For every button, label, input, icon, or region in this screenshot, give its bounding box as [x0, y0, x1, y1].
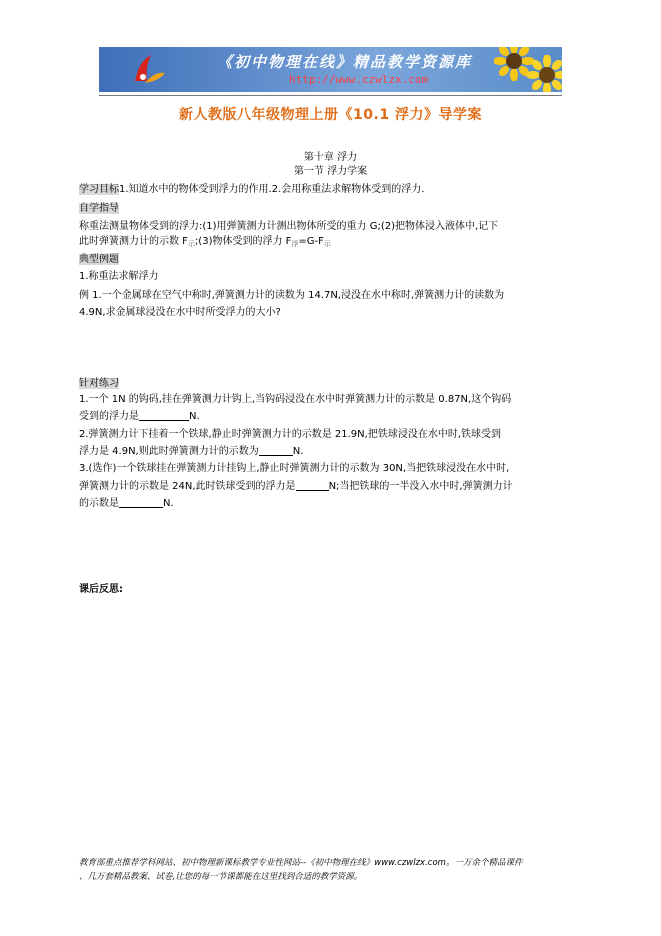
answer-blank[interactable] [119, 497, 163, 508]
example-line-1: 例 1.一个金属球在空气中称时,弹簧测力计的读数为 14.7N,浸没在水中称时,弹簧测力计的读数为 [79, 290, 505, 301]
document-title: 新人教版八年级物理上册《10.1 浮力》导学案 [179, 107, 482, 123]
practice-1-line-2: 受到的浮力是 N. [79, 411, 200, 422]
goal-text: 1.知道水中的物体受到浮力的作用.2.会用称重法求解物体受到的浮力. [119, 184, 425, 195]
goal-label: 学习目标 [79, 184, 119, 195]
sunflower-icon [527, 55, 562, 92]
section-heading: 第一节 浮力学案 [293, 166, 368, 177]
examples-label: 典型例题 [79, 254, 119, 265]
practice-2-line-1: 2.弹簧测力计下挂着一个铁球,静止时弹簧测力计的示数是 21.9N,把铁球浸没在水中时,铁球受到 [79, 429, 502, 440]
practice-2-line-2: 浮力是 4.9N,则此时弹簧测力计的示数为 N. [79, 446, 304, 457]
header-banner [99, 47, 562, 92]
guide-line-2: 此时弹簧测力计的示数 $F_示;(3)$物体受到的浮力 $F_浮=G-F_示$ [79, 236, 331, 248]
practice-3-line-3: 的示数是 N. [79, 498, 174, 509]
guide-label: 自学指导 [79, 203, 119, 214]
practice-3-line-2: 弹簧测力计的示数是 24N,此时铁球受到的浮力是 N;当把铁球的一半没入水中时,弹簧测力计 [79, 481, 513, 492]
guide-line-1: 称重法测量物体受到的浮力:(1)用弹簧测力计测出物体所受的重力 G;(2)把物体浸入液体中,记下 [79, 221, 499, 232]
reflection-heading: 课后反思: [79, 584, 123, 595]
answer-blank[interactable] [296, 480, 329, 491]
banner-url[interactable]: http://www.czwlzx.com [289, 73, 429, 86]
method-heading: 1.称重法求解浮力 [79, 271, 159, 282]
banner-title: 《初中物理在线》精品教学资源库 [217, 53, 473, 71]
practice-3-line-1: 3.(选作)一个铁球挂在弹簧测力计挂钩上,静止时弹簧测力计的示数为 30N,当把铁球浸没在水中时, [79, 463, 510, 474]
footer-line-2: 、几万套精品教案、试卷,让您的每一节课都能在这里找到合适的教学资源。 [79, 872, 363, 882]
practice-label: 针对练习 [79, 378, 119, 389]
chapter-heading: 第十章 浮力 [303, 152, 358, 163]
answer-blank[interactable] [259, 445, 293, 456]
practice-1-line-1: 1.一个 1N 的钩码,挂在弹簧测力计钩上,当钩码浸没在水中时弹簧测力计的示数是 0.87N,这个钩码 [79, 394, 512, 405]
answer-blank[interactable] [139, 410, 189, 421]
footer-line-1: 教育部重点推荐学科网站、初中物理新课标教学专业性网站--《初中物理在线》www.czwlzx.com。一万余个精品课件 [79, 858, 523, 868]
example-line-2: 4.9N,求金属球浸没在水中时所受浮力的大小? [79, 307, 281, 318]
site-logo-icon [129, 51, 169, 87]
learning-goal [79, 183, 424, 196]
header-divider [99, 95, 562, 96]
